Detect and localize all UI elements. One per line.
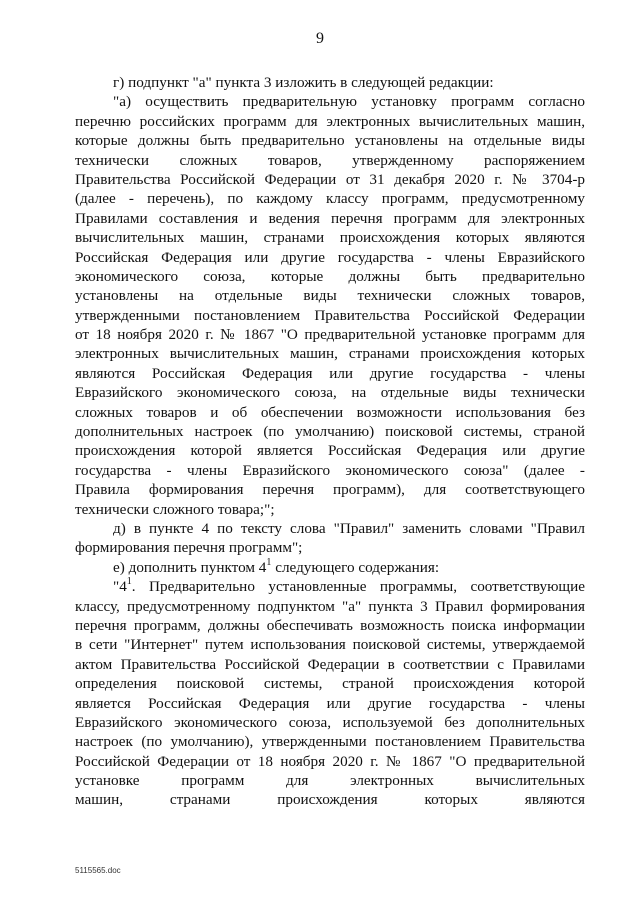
- text-line-content: Российской Федерации от 18 ноября 2020 г. № 1867 "О предварительной: [75, 752, 585, 770]
- text-line: [75, 732, 585, 751]
- text-line: [75, 790, 585, 809]
- document-footer: 5115565.doc: [75, 866, 121, 875]
- text-line-content: вычислительных машин, странами происхождения которых являются: [75, 229, 585, 247]
- text-line: [75, 209, 585, 228]
- text-line: [75, 441, 585, 460]
- text-line-content: установлены на отдельные виды технически сложных товаров,: [75, 287, 585, 305]
- text-line-content: Российская Федерация или другие государства - члены Евразийского: [75, 248, 585, 266]
- text-line-content: перечню российских программ для электронных вычислительных машин,: [75, 112, 585, 130]
- text-line-content: Евразийского экономического союза, используемой без дополнительных: [75, 713, 585, 731]
- text-line: [75, 151, 585, 170]
- text-line: [75, 674, 585, 693]
- text-line-content: дополнительных настроек (по умолчанию) поисковой системы, страной: [75, 423, 585, 441]
- text-line: [75, 73, 585, 92]
- text-line-content: электронных вычислительных машин, странами происхождения которых: [75, 345, 585, 363]
- text-line-content: д) в пункте 4 по тексту слова "Правил" заменить словами "Правил: [113, 519, 585, 537]
- text-line-content: машин, странами происхождения которых являются: [75, 791, 585, 809]
- text-line: [75, 597, 585, 616]
- text-line-content: являются Российская Федерация или другие государства - члены: [75, 364, 585, 382]
- text-line: [75, 383, 585, 402]
- text-line: [75, 189, 585, 208]
- text-line-content: е) дополнить пунктом 4: [113, 558, 267, 576]
- text-line-content: перечня программ, должны обеспечивать возможность поиска информации: [75, 616, 585, 634]
- text-line: [75, 325, 585, 344]
- text-line: [75, 577, 585, 596]
- text-line-content: технически сложного товара;";: [75, 500, 275, 518]
- text-line-content: формирования перечня программ";: [75, 539, 303, 557]
- text-line-content: от 18 ноября 2020 г. № 1867 "О предварительной установке программ для: [75, 326, 585, 344]
- text-line: [75, 92, 585, 111]
- text-line: [75, 519, 585, 538]
- text-line-content: утвержденными постановлением Правительства Российской Федерации: [75, 306, 585, 324]
- text-line: [75, 364, 585, 383]
- text-line-content: является Российская Федерация или другие государства - члены: [75, 694, 585, 712]
- text-line: [75, 635, 585, 654]
- text-line: [75, 422, 585, 441]
- text-line-content: которые должны быть предварительно установлены на отдельные виды: [75, 132, 585, 150]
- text-line-content: (далее - перечень), по каждому классу программ, предусмотренному: [75, 190, 585, 208]
- superscript: 1: [266, 556, 272, 568]
- text-line-content: технически сложных товаров, утвержденному распоряжением: [75, 151, 585, 169]
- text-line: [75, 538, 585, 557]
- text-line: [75, 228, 585, 247]
- text-line-content: Евразийского экономического союза, на отдельные виды технически: [75, 384, 585, 402]
- text-line-content: настроек (по умолчанию), утвержденными постановлением Правительства: [75, 733, 585, 751]
- text-line-content: "а) осуществить предварительную установку программ согласно: [113, 93, 585, 111]
- text-line: [75, 771, 585, 790]
- text-line: [75, 112, 585, 131]
- text-line: [75, 500, 585, 519]
- text-line-content: определения поисковой системы, страной происхождения которой: [75, 675, 585, 693]
- text-line-content: Правительства Российской Федерации от 31 декабря 2020 г. № 3704-р: [75, 170, 585, 188]
- page-number: 9: [316, 30, 324, 47]
- text-line-content: установке программ для электронных вычислительных: [75, 772, 585, 790]
- text-line: [75, 694, 585, 713]
- text-line: [75, 131, 585, 150]
- superscript: 1: [126, 576, 132, 588]
- text-line-continuation: следующего содержания:: [271, 558, 440, 576]
- text-line-content: Правила формирования перечня программ), для соответствующего: [75, 481, 585, 499]
- text-line: [75, 655, 585, 674]
- text-line: [75, 403, 585, 422]
- text-line: [75, 286, 585, 305]
- text-line-content: г) подпункт "а" пункта 3 изложить в следующей редакции:: [113, 74, 494, 91]
- text-line-content: государства - члены Евразийского экономического союза" (далее -: [75, 461, 585, 479]
- text-line-content: актом Правительства Российской Федерации в соответствии с Правилами: [75, 655, 585, 673]
- text-line: [75, 344, 585, 363]
- text-line: [75, 616, 585, 635]
- text-line-content: "4: [113, 578, 127, 596]
- text-line: [75, 306, 585, 325]
- text-line: [75, 558, 585, 577]
- text-line-content: сложных товаров и об обеспечении возможности использования без: [75, 403, 585, 421]
- text-line: [75, 170, 585, 189]
- text-line-continuation: . Предварительно установленные программы, соответствующие: [131, 578, 585, 596]
- text-line: [75, 248, 585, 267]
- text-line-content: Правилами составления и ведения перечня программ для электронных: [75, 209, 585, 227]
- text-line: [75, 752, 585, 771]
- text-line-content: экономического союза, которые должны быть предварительно: [75, 267, 585, 285]
- text-line: [75, 480, 585, 499]
- text-line-content: происхождения которой является Российская Федерация или другие: [75, 442, 585, 460]
- text-line: [75, 713, 585, 732]
- text-line-content: классу, предусмотренному подпунктом "а" пункта 3 Правил формирования: [75, 597, 585, 615]
- document-body: [75, 73, 585, 810]
- text-line: [75, 461, 585, 480]
- text-line-content: в сети "Интернет" путем использования поисковой системы, утверждаемой: [75, 636, 585, 654]
- text-line: [75, 267, 585, 286]
